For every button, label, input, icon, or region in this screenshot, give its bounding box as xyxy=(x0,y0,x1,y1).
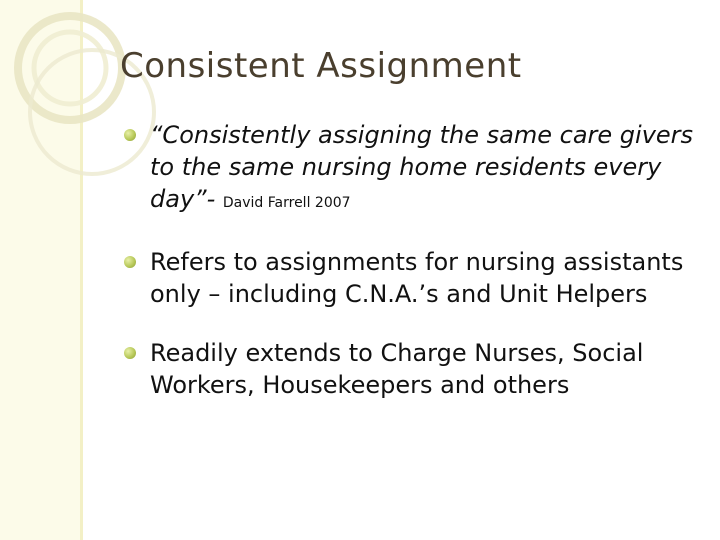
olive-dot-icon xyxy=(124,256,136,268)
bullet-text: Readily extends to Charge Nurses, Social Workers, Housekeepers and others xyxy=(150,339,644,399)
bullet-item-extends xyxy=(124,337,704,401)
bullet-item-assignments xyxy=(124,246,704,310)
olive-dot-icon xyxy=(124,129,136,141)
slide-title: Consistent Assignment xyxy=(120,46,522,86)
bullet-quote-text: “Consistently assigning the same care givers to the same nursing home residents every day”- xyxy=(150,121,694,213)
bullet-text: Refers to assignments for nursing assistants only – including C.N.A.’s and Unit Helpers xyxy=(150,248,684,308)
bullet-list xyxy=(124,119,704,401)
olive-dot-icon xyxy=(124,347,136,359)
bullet-citation: David Farrell 2007 xyxy=(222,195,351,211)
bullet-item-quote xyxy=(124,119,704,219)
